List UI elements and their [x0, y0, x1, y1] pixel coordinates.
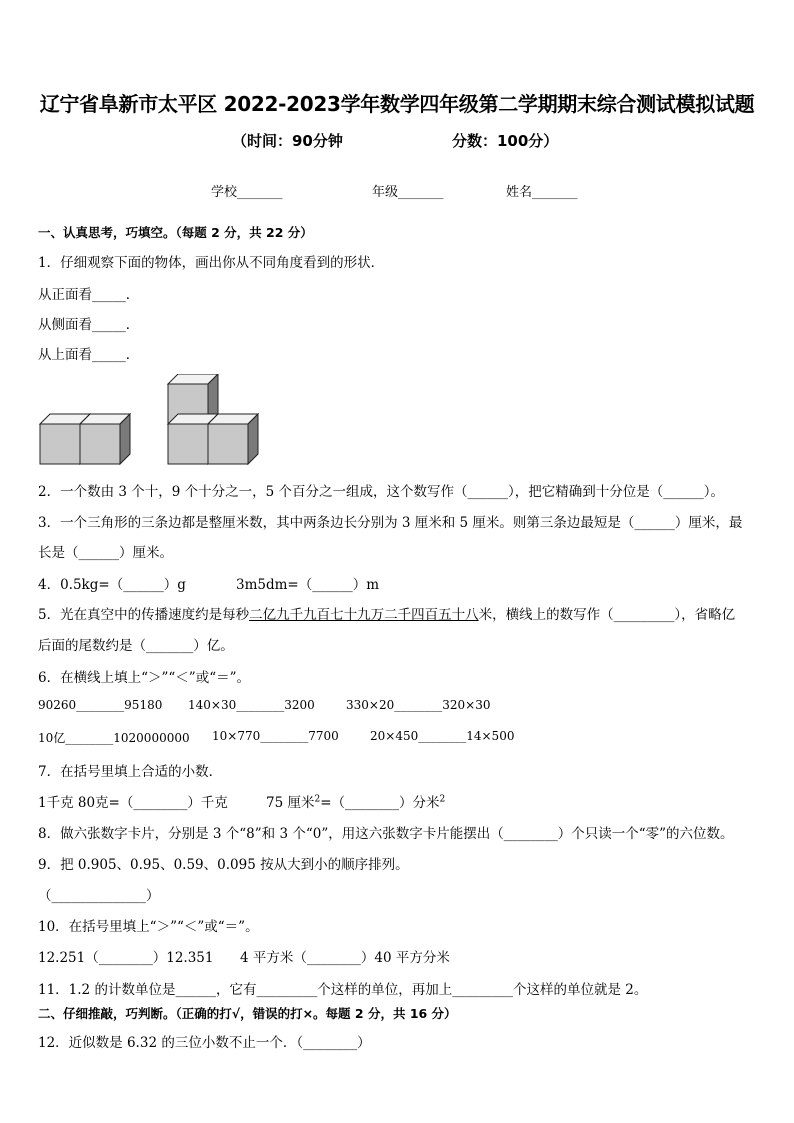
q3-line2: 长是（______）厘米。 [38, 545, 173, 561]
exam-time: （时间：90分钟 [232, 132, 343, 150]
q6-row1-c: 330×20________320×30 [346, 698, 491, 712]
q10-b: 4 平方米（________）40 平方分米 [240, 950, 450, 966]
q1-text: 1．仔细观察下面的物体，画出你从不同角度看到的形状． [38, 255, 385, 271]
grade-field: 年级_______ [372, 185, 444, 200]
q7-text: 7．在括号里填上合适的小数． [38, 764, 223, 780]
q6-text: 6．在横线上填上“＞”“＜”或“＝”。 [38, 670, 250, 686]
q5-post: 米，横线上的数写作（_________），省略亿 [478, 607, 736, 623]
q4-b: 3m5dm=（______）m [236, 577, 380, 593]
q6-row2-b: 10×770________7700 [212, 729, 339, 743]
school-field: 学校_______ [211, 185, 283, 200]
section-1-title: 一、认真思考，巧填空。（每题 2 分，共 22 分） [38, 225, 313, 240]
q1-top: 从上面看_____． [38, 347, 140, 363]
q2-text: 2．一个数由 3 个十，9 个十分之一，5 个百分之一组成，这个数写作（______），把它精确到十分位是（______）。 [38, 484, 725, 500]
q10-a: 12.251（________）12.351 [38, 950, 214, 966]
q3-line1: 3．一个三角形的三条边都是整厘米数，其中两条边长分别为 3 厘米和 5 厘米。则第三条边最短是（______）厘米，最 [38, 515, 743, 531]
q1-front: 从正面看_____． [38, 287, 140, 303]
q10-text: 10．在括号里填上“＞”“＜”或“＝”。 [38, 919, 259, 935]
q7-a: 1千克 80克=（________）千克 [38, 795, 228, 811]
q1-side: 从侧面看_____． [38, 317, 140, 333]
exam-score: 分数：100分） [452, 132, 559, 150]
q7-b-pre: 75 厘米 [266, 795, 315, 811]
name-field: 姓名_______ [506, 185, 578, 200]
q5-underlined-number: 二亿九千九百七十九万二千四百五十八 [249, 607, 479, 623]
q6-row2-c: 20×450________14×500 [370, 729, 515, 743]
q7-b-sup2: 2 [439, 794, 446, 805]
q5-pre: 5．光在真空中的传播速度约是每秒 [38, 607, 250, 623]
q4-a: 4．0.5kg=（______）g [38, 577, 186, 593]
q7-b [266, 791, 445, 811]
q5-line1 [38, 603, 735, 623]
q6-row2-a: 10亿________1020000000 [38, 731, 190, 745]
q7-b-sup1: 2 [314, 794, 321, 805]
q12-text: 12．近似数是 6.32 的三位小数不止一个．（________） [38, 1035, 371, 1051]
q11-text: 11．1.2 的计数单位是______，它有_________个这样的单位，再加上_________个这样的单位就是 2。 [38, 982, 648, 998]
section-2-title: 二、仔细推敲，巧判断。（正确的打√，错误的打×。每题 2 分，共 16 分） [38, 1006, 457, 1021]
q7-b-mid: =（________）分米 [320, 795, 440, 811]
page-title: 辽宁省阜新市太平区 2022-2023学年数学四年级第二学期期末综合测试模拟试题 [39, 92, 755, 116]
q8-text: 8．做六张数字卡片，分别是 3 个“8”和 3 个“0”，用这六张数字卡片能摆出（________）个只读一个“零”的六位数。 [38, 826, 734, 842]
q6-row1-a: 90260________95180 [38, 698, 163, 712]
cube-figure [36, 374, 268, 466]
q9-answer: （______________） [38, 888, 160, 904]
q6-row1-b: 140×30________3200 [188, 698, 315, 712]
q5-line2: 后面的尾数约是（_______）亿。 [38, 638, 234, 654]
q9-text: 9．把 0.905、0.95、0.59、0.095 按从大到小的顺序排列。 [38, 857, 409, 873]
